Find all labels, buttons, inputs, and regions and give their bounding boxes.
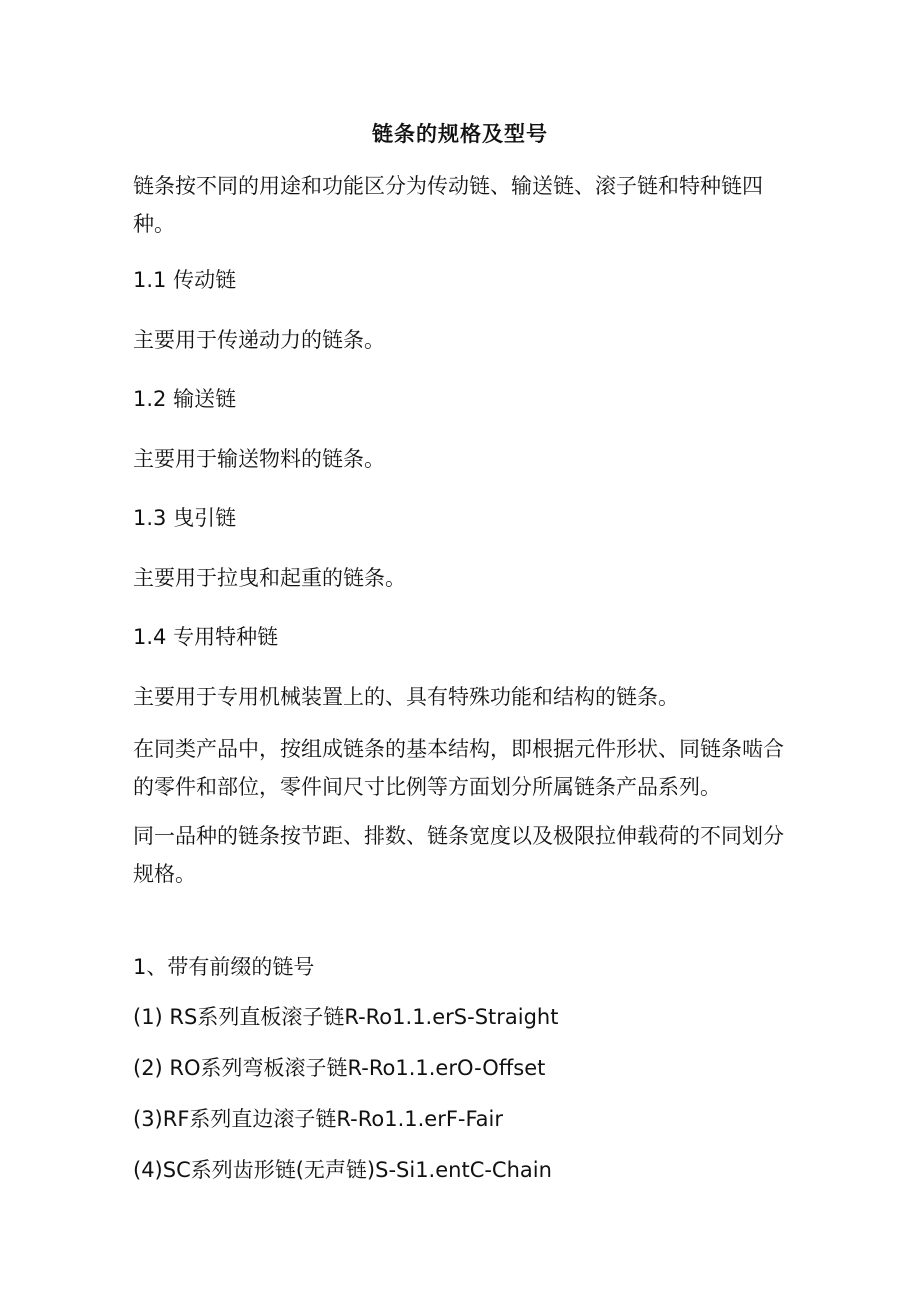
section-heading-1-3: 1.3 曳引链 — [133, 506, 237, 530]
prefix-item-3: (3)RF系列直边滚子链R-Ro1.1.erF-Fair — [133, 1107, 504, 1131]
section-text-1-4: 主要用于专用机械装置上的、具有特殊功能和结构的链条。 — [133, 685, 679, 709]
section-heading-1-1: 1.1 传动链 — [133, 268, 237, 292]
section-text-1-3: 主要用于拉曳和起重的链条。 — [133, 566, 406, 590]
document-title: 链条的规格及型号 — [372, 122, 548, 146]
prefix-item-1: (1) RS系列直板滚子链R-Ro1.1.erS-Straight — [133, 1005, 559, 1029]
spec-paragraph: 同一品种的链条按节距、排数、链条宽度以及极限拉伸载荷的不同划分规格。 — [133, 824, 784, 886]
section-heading-1-2: 1.2 输送链 — [133, 387, 237, 411]
section-heading-1-4: 1.4 专用特种链 — [133, 625, 279, 649]
section-text-1-2: 主要用于输送物料的链条。 — [133, 447, 385, 471]
prefix-item-2: (2) RO系列弯板滚子链R-Ro1.1.erO-Offset — [133, 1056, 546, 1080]
section-text-1-1: 主要用于传递动力的链条。 — [133, 328, 385, 352]
intro-paragraph: 链条按不同的用途和功能区分为传动链、输送链、滚子链和特种链四种。 — [133, 174, 763, 236]
series-paragraph: 在同类产品中，按组成链条的基本结构，即根据元件形状、同链条啮合的零件和部位，零件间尺寸比例等方面划分所属链条产品系列。 — [133, 737, 784, 799]
prefix-heading: 1、带有前缀的链号 — [133, 955, 315, 979]
prefix-item-4: (4)SC系列齿形链(无声链)S-Si1.entC-Chain — [133, 1158, 552, 1182]
